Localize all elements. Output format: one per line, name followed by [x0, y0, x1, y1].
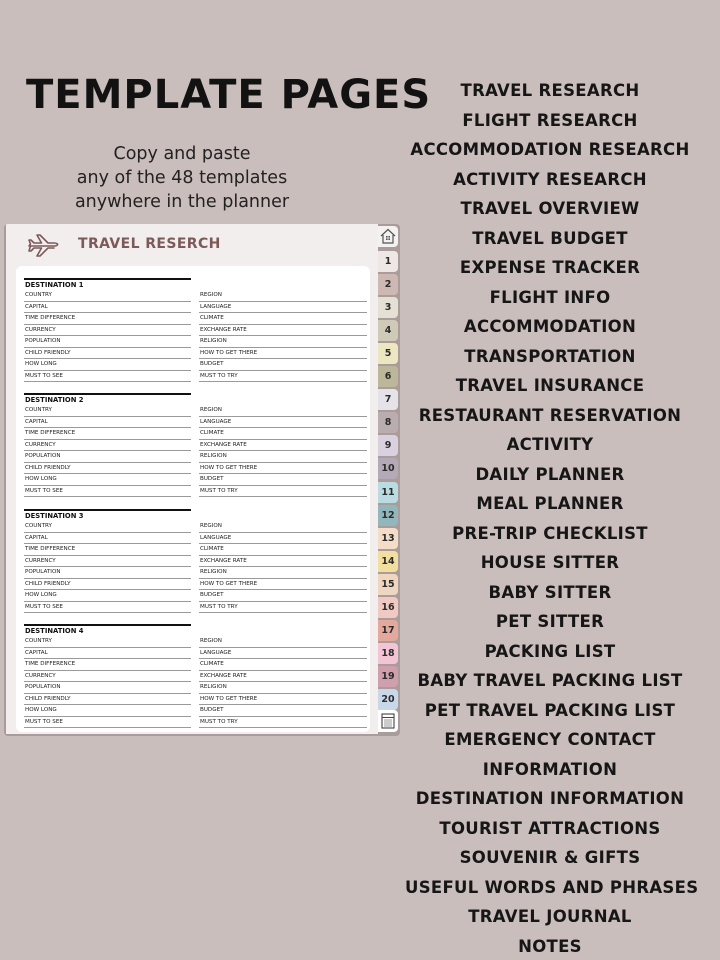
table-row: [24, 590, 368, 602]
field-label: LANGUAGE: [199, 533, 367, 545]
field-label: RELIGION: [199, 682, 367, 694]
destination-section: [24, 393, 368, 497]
template-list-item: PACKING LIST: [484, 641, 616, 661]
table-row: [24, 682, 368, 694]
table-row: [24, 348, 368, 360]
planner-page: [16, 266, 370, 732]
field-label: HOW LONG: [24, 474, 191, 486]
template-list-item: TRAVEL JOURNAL: [468, 907, 632, 926]
tab-month-10[interactable]: 10: [378, 458, 398, 479]
field-label: CLIMATE: [199, 659, 367, 671]
destination-title: DESTINATION 2: [24, 393, 191, 405]
field-label: MUST TO SEE: [24, 717, 191, 729]
field-label: HOW TO GET THERE: [199, 694, 367, 706]
table-row: [24, 359, 368, 371]
planner-inner: [6, 224, 378, 734]
table-row: [24, 486, 368, 498]
field-label: BUDGET: [199, 705, 367, 717]
destination-section: [24, 509, 368, 613]
field-label: CHILD FRIENDLY: [24, 579, 191, 591]
field-label: CHILD FRIENDLY: [24, 348, 191, 360]
field-label: CURRENCY: [24, 556, 191, 568]
subtitle-line: any of the 48 templates: [76, 168, 288, 188]
field-label: EXCHANGE RATE: [199, 325, 367, 337]
field-label: MUST TO TRY: [199, 717, 367, 729]
destination-title: DESTINATION 1: [24, 278, 191, 290]
template-list-item: MEAL PLANNER: [476, 494, 624, 513]
template-list: [405, 76, 699, 960]
calendar-icon: [378, 710, 398, 732]
template-list-item: EMERGENCY CONTACT: [444, 730, 656, 749]
destination-title: DESTINATION 3: [24, 509, 191, 521]
table-row: [24, 544, 368, 556]
destination-title: DESTINATION 4: [24, 624, 191, 636]
template-list-item: EXPENSE TRACKER: [459, 258, 641, 277]
tab-month-16[interactable]: 16: [378, 597, 398, 618]
table-row: [24, 428, 368, 440]
tab-home[interactable]: [378, 226, 398, 247]
table-row: [24, 648, 368, 660]
table-row: [24, 671, 368, 683]
field-label: EXCHANGE RATE: [199, 671, 367, 683]
field-label: HOW LONG: [24, 359, 191, 371]
template-list-item: ACCOMMODATION: [463, 317, 637, 336]
template-list-item: HOUSE SITTER: [480, 553, 620, 572]
template-list-item: ACCOMMODATION RESEARCH: [410, 140, 690, 159]
tab-month-5[interactable]: 5: [378, 343, 398, 364]
template-list-item: ACTIVITY: [506, 435, 594, 454]
field-label: RELIGION: [199, 451, 367, 463]
subtitle-line: Copy and paste: [113, 144, 251, 164]
tab-month-1[interactable]: 1: [378, 251, 398, 272]
planner-title: TRAVEL RESERCH: [78, 236, 221, 252]
template-list-item: TRAVEL RESEARCH: [460, 81, 640, 100]
field-label: TIME DIFFERENCE: [24, 544, 191, 556]
page-headline: TEMPLATE PAGES: [26, 72, 432, 118]
template-list-item: TRANSPORTATION: [464, 346, 636, 366]
table-row: [24, 451, 368, 463]
tab-month-12[interactable]: 12: [378, 505, 398, 526]
field-label: LANGUAGE: [199, 648, 367, 660]
field-label: POPULATION: [24, 336, 191, 348]
field-label: REGION: [199, 521, 367, 533]
field-label: BUDGET: [199, 359, 367, 371]
home-icon: [378, 226, 398, 247]
template-list-item: PRE-TRIP CHECKLIST: [452, 523, 648, 543]
table-row: [24, 521, 368, 533]
field-label: MUST TO SEE: [24, 371, 191, 383]
table-row: [24, 602, 368, 614]
template-list-item: TOURIST ATTRACTIONS: [439, 818, 661, 838]
field-label: CURRENCY: [24, 440, 191, 452]
template-list-item: DESTINATION INFORMATION: [415, 789, 685, 808]
field-label: POPULATION: [24, 682, 191, 694]
tab-month-20[interactable]: 20: [378, 689, 398, 710]
table-row: [24, 636, 368, 648]
tab-month-13[interactable]: 13: [378, 528, 398, 549]
field-label: LANGUAGE: [199, 417, 367, 429]
field-label: BUDGET: [199, 474, 367, 486]
tab-month-6[interactable]: 6: [378, 366, 398, 387]
field-label: CLIMATE: [199, 428, 367, 440]
table-row: [24, 440, 368, 452]
table-row: [24, 556, 368, 568]
field-label: CAPITAL: [24, 648, 191, 660]
field-label: TIME DIFFERENCE: [24, 313, 191, 325]
field-label: CURRENCY: [24, 325, 191, 337]
template-list-item: BABY SITTER: [488, 582, 612, 602]
template-list-item: PET SITTER: [495, 612, 605, 631]
field-label: MUST TO TRY: [199, 371, 367, 383]
field-label: CAPITAL: [24, 417, 191, 429]
field-label: EXCHANGE RATE: [199, 556, 367, 568]
tab-month-3[interactable]: 3: [378, 297, 398, 318]
field-label: HOW TO GET THERE: [199, 463, 367, 475]
tab-month-4[interactable]: 4: [378, 320, 398, 341]
tab-month-11[interactable]: 11: [378, 482, 398, 503]
field-label: CLIMATE: [199, 313, 367, 325]
field-label: CURRENCY: [24, 671, 191, 683]
table-row: [24, 417, 368, 429]
template-list-item: BABY TRAVEL PACKING LIST: [417, 671, 683, 690]
template-list-item: ACTIVITY RESEARCH: [453, 169, 647, 189]
table-row: [24, 717, 368, 729]
field-label: REGION: [199, 290, 367, 302]
field-label: MUST TO SEE: [24, 486, 191, 498]
field-label: TIME DIFFERENCE: [24, 659, 191, 671]
field-label: COUNTRY: [24, 290, 191, 302]
tab-strip: [378, 224, 400, 736]
table-row: [24, 371, 368, 383]
planner-preview: [4, 224, 400, 736]
field-label: REGION: [199, 636, 367, 648]
table-row: [24, 405, 368, 417]
template-list-item: DAILY PLANNER: [475, 464, 625, 484]
table-row: [24, 302, 368, 314]
field-label: RELIGION: [199, 336, 367, 348]
field-label: POPULATION: [24, 451, 191, 463]
table-row: [24, 290, 368, 302]
field-label: LANGUAGE: [199, 302, 367, 314]
template-list-item: NOTES: [518, 936, 582, 956]
field-label: RELIGION: [199, 567, 367, 579]
field-label: TIME DIFFERENCE: [24, 428, 191, 440]
tab-calendar[interactable]: [378, 710, 398, 732]
template-list-item: FLIGHT RESEARCH: [462, 110, 638, 130]
field-label: HOW LONG: [24, 705, 191, 717]
tab-month-9[interactable]: 9: [378, 435, 398, 456]
template-list-item: FLIGHT INFO: [489, 287, 611, 307]
field-label: BUDGET: [199, 590, 367, 602]
planner-header: [6, 224, 378, 264]
tab-month-19[interactable]: 19: [378, 666, 398, 687]
field-label: POPULATION: [24, 567, 191, 579]
template-list-item: INFORMATION: [482, 759, 618, 779]
tab-month-8[interactable]: 8: [378, 412, 398, 433]
tab-month-2[interactable]: 2: [378, 274, 398, 295]
tab-month-18[interactable]: 18: [378, 643, 398, 664]
table-row: [24, 579, 368, 591]
table-row: [24, 336, 368, 348]
tab-month-14[interactable]: 14: [378, 551, 398, 572]
table-row: [24, 659, 368, 671]
destination-section: [24, 278, 368, 382]
field-label: COUNTRY: [24, 521, 191, 533]
field-label: REGION: [199, 405, 367, 417]
field-label: CHILD FRIENDLY: [24, 694, 191, 706]
tab-month-17[interactable]: 17: [378, 620, 398, 641]
template-list-item: PET TRAVEL PACKING LIST: [424, 700, 676, 720]
field-label: CAPITAL: [24, 533, 191, 545]
template-list-item: TRAVEL BUDGET: [472, 228, 628, 248]
table-row: [24, 533, 368, 545]
table-row: [24, 567, 368, 579]
field-label: EXCHANGE RATE: [199, 440, 367, 452]
destination-section: [24, 624, 368, 728]
field-label: COUNTRY: [24, 405, 191, 417]
airplane-icon: [26, 232, 60, 260]
field-label: HOW TO GET THERE: [199, 348, 367, 360]
field-label: COUNTRY: [24, 636, 191, 648]
subtitle-line: anywhere in the planner: [74, 192, 290, 212]
field-label: CAPITAL: [24, 302, 191, 314]
template-list-item: TRAVEL OVERVIEW: [460, 199, 640, 218]
tab-month-7[interactable]: 7: [378, 389, 398, 410]
subtitle: [40, 142, 324, 214]
field-label: CHILD FRIENDLY: [24, 463, 191, 475]
field-label: HOW LONG: [24, 590, 191, 602]
template-list-item: USEFUL WORDS AND PHRASES: [405, 877, 699, 897]
table-row: [24, 325, 368, 337]
table-row: [24, 463, 368, 475]
template-list-item: TRAVEL INSURANCE: [455, 376, 645, 395]
field-label: MUST TO TRY: [199, 486, 367, 498]
template-list-item: SOUVENIR & GIFTS: [459, 848, 641, 867]
template-list-item: RESTAURANT RESERVATION: [418, 405, 682, 425]
field-label: MUST TO TRY: [199, 602, 367, 614]
field-label: HOW TO GET THERE: [199, 579, 367, 591]
table-row: [24, 705, 368, 717]
tab-month-15[interactable]: 15: [378, 574, 398, 595]
table-row: [24, 694, 368, 706]
field-label: MUST TO SEE: [24, 602, 191, 614]
table-row: [24, 313, 368, 325]
field-label: CLIMATE: [199, 544, 367, 556]
table-row: [24, 474, 368, 486]
